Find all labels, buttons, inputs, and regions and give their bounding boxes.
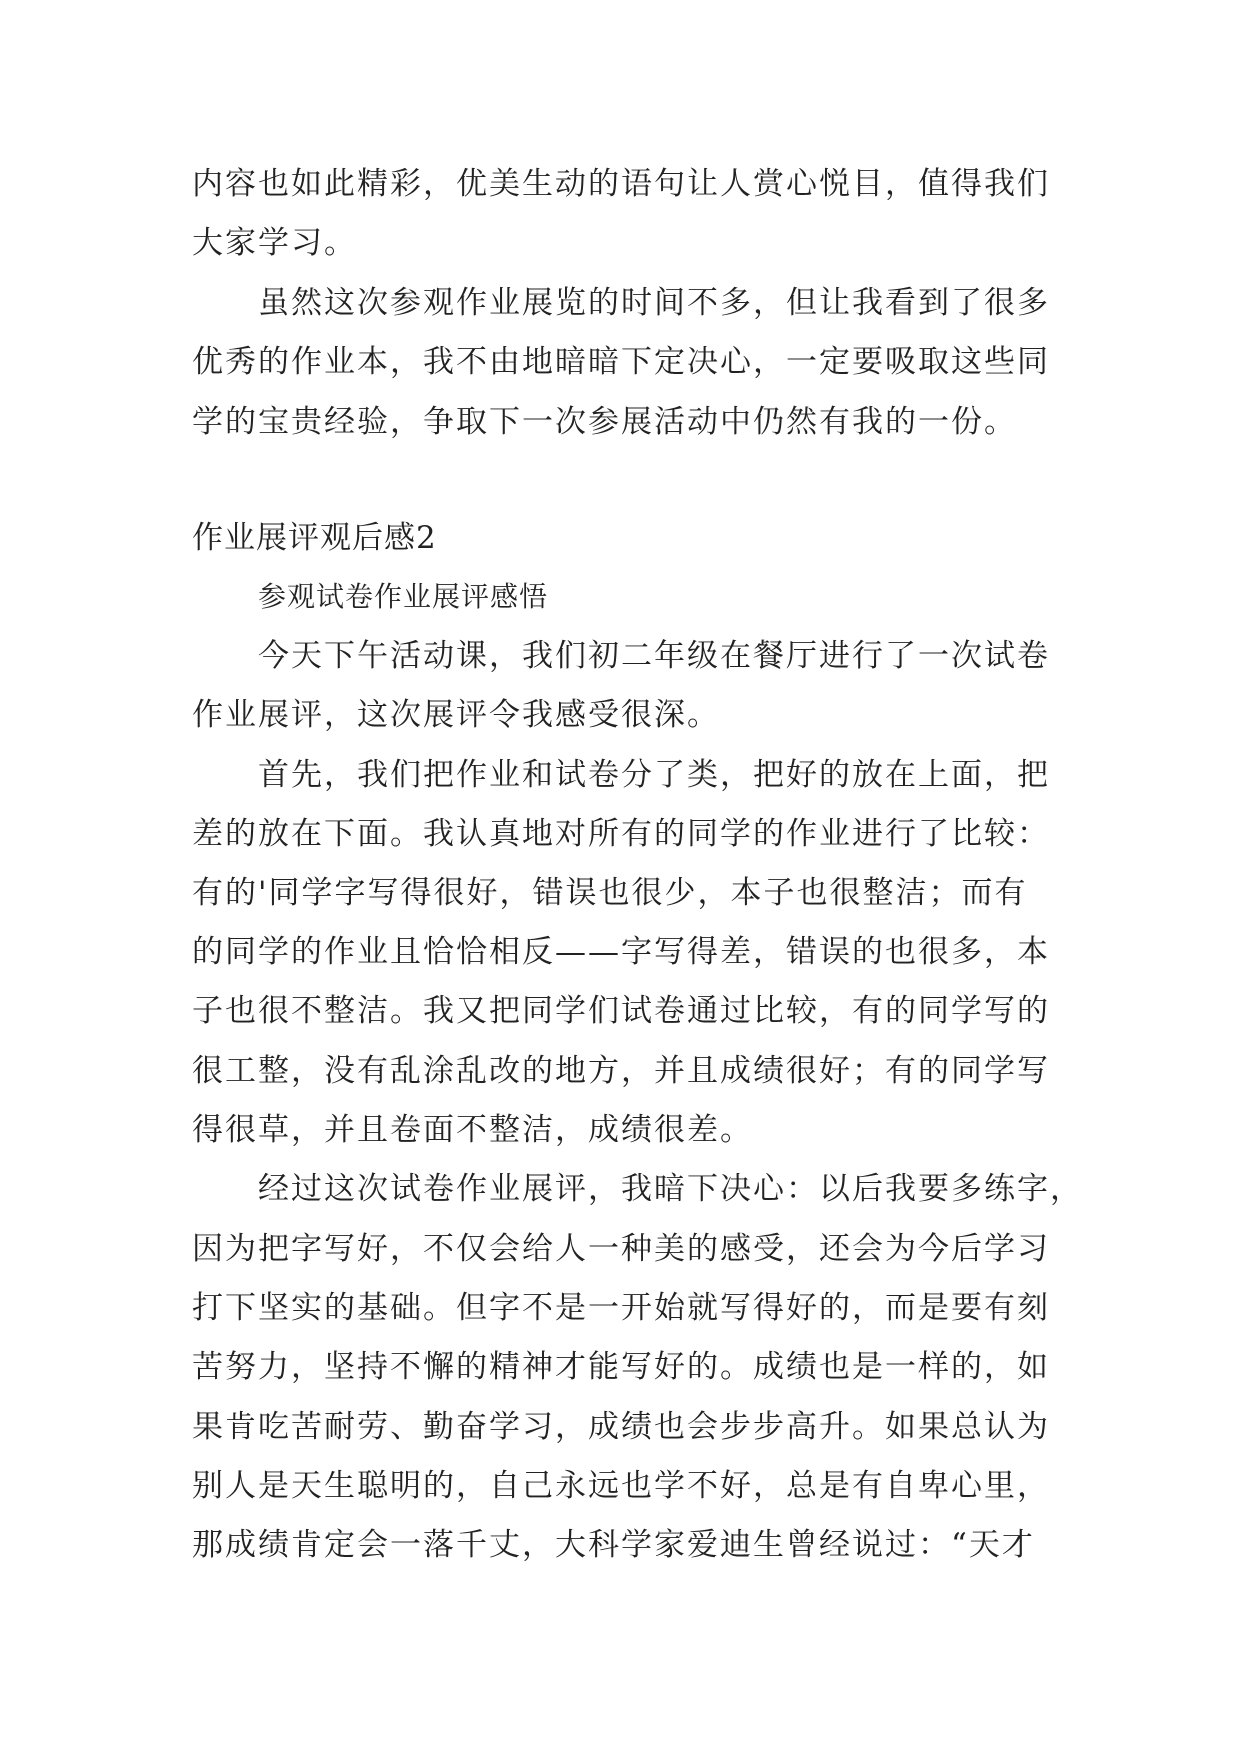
paragraph-4-line-6: 很工整，没有乱涂乱改的地方，并且成绩很好；有的同学写 [192, 1053, 1050, 1089]
paragraph-2-line-3: 学的宝贵经验，争取下一次参展活动中仍然有我的一份。 [192, 404, 1017, 440]
paragraph-4-line-2: 差的放在下面。我认真地对所有的同学的作业进行了比较： [192, 816, 1050, 852]
paragraph-5-line-3: 打下坚实的基础。但字不是一开始就写得好的，而是要有刻 [192, 1290, 1050, 1326]
section-heading: 作业展评观后感2 [192, 520, 437, 556]
paragraph-2-line-2: 优秀的作业本，我不由地暗暗下定决心，一定要吸取这些同 [192, 344, 1050, 380]
paragraph-4-line-7: 得很草，并且卷面不整洁，成绩很差。 [192, 1112, 753, 1148]
paragraph-4-line-5: 子也很不整洁。我又把同学们试卷通过比较，有的同学写的 [192, 993, 1050, 1029]
section-subtitle: 参观试卷作业展评感悟 [258, 580, 549, 613]
paragraph-5-line-5: 果肯吃苦耐劳、勤奋学习，成绩也会步步高升。如果总认为 [192, 1409, 1050, 1445]
paragraph-5-line-4: 苦努力，坚持不懈的精神才能写好的。成绩也是一样的，如 [192, 1349, 1050, 1385]
paragraph-4-line-1: 首先，我们把作业和试卷分了类，把好的放在上面，把 [258, 757, 1050, 793]
paragraph-1-line-1: 内容也如此精彩，优美生动的语句让人赏心悦目，值得我们 [192, 166, 1050, 202]
paragraph-4-line-3: 有的'同学字写得很好，错误也很少，本子也很整洁；而有 [192, 875, 1028, 911]
paragraph-3-line-2: 作业展评，这次展评令我感受很深。 [192, 697, 720, 733]
paragraph-2-line-1: 虽然这次参观作业展览的时间不多，但让我看到了很多 [258, 285, 1050, 321]
paragraph-5-line-1: 经过这次试卷作业展评，我暗下决心：以后我要多练字， [258, 1171, 1083, 1207]
paragraph-4-line-4: 的同学的作业且恰恰相反——字写得差，错误的也很多，本 [192, 934, 1050, 970]
paragraph-5-line-7: 那成绩肯定会一落千丈，大科学家爱迪生曾经说过：“天才 [192, 1527, 1035, 1563]
paragraph-5-line-2: 因为把字写好，不仅会给人一种美的感受，还会为今后学习 [192, 1231, 1050, 1267]
paragraph-3-line-1: 今天下午活动课，我们初二年级在餐厅进行了一次试卷 [258, 638, 1050, 674]
paragraph-5-line-6: 别人是天生聪明的，自己永远也学不好，总是有自卑心里， [192, 1468, 1050, 1504]
paragraph-1-line-2: 大家学习。 [192, 225, 357, 261]
